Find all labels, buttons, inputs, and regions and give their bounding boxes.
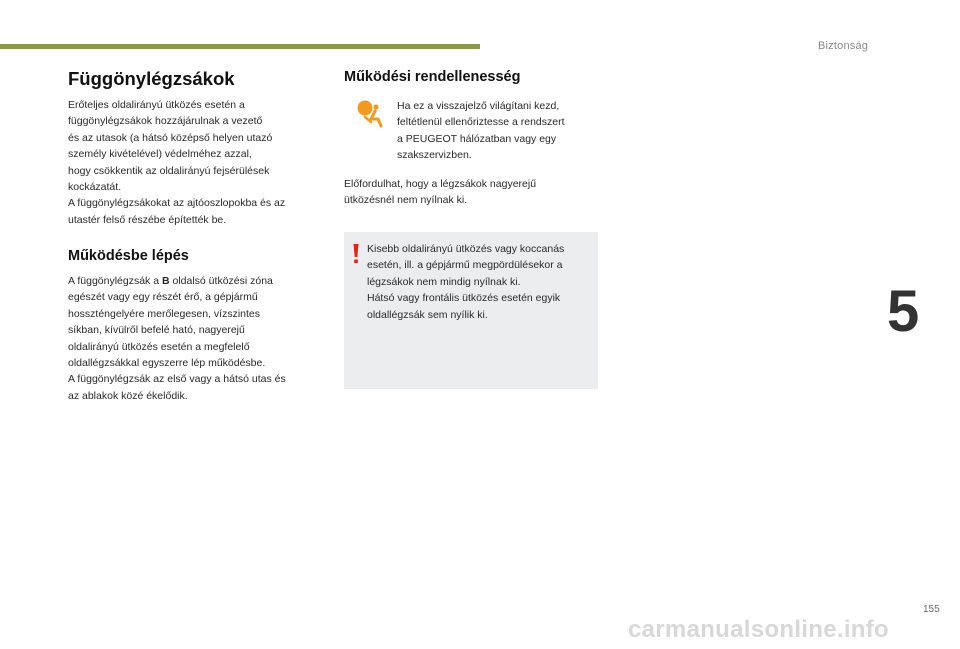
note-paragraph [344,176,536,209]
intro-line: utastér felső részébe építették be. [68,213,227,226]
header-rule [0,44,480,49]
intro-line: hogy csökkentik az oldalirányú fejsérülések [68,164,270,177]
exclamation-icon [350,243,362,265]
section-label: Biztonság [818,40,869,52]
activation-line: hosszténgelyére merőlegesen, vízszintes [68,307,261,320]
page-title: Függönylégzsákok [68,68,235,89]
activation-line-prefix: A függönylégzsák a [68,275,162,287]
activation-line: síkban, kívülről befelé ható, nagyerejű [68,324,245,337]
intro-paragraph [68,97,285,228]
intro-line: Erőteljes oldalirányú ütközés esetén a [68,99,245,111]
indicator-line: szakszervizben. [397,149,472,162]
activation-heading: Működésbe lépés [68,248,189,264]
activation-line: oldallégzsákkal egyszerre lép működésbe. [68,357,266,370]
warning-line: Hátsó vagy frontális ütközés esetén egyik [367,292,561,305]
activation-line [68,273,286,289]
indicator-paragraph [397,98,565,164]
intro-line: A függönylégzsákokat az ajtóoszlopokba és az [68,197,286,210]
warning-line: oldallégzsák sem nyílik ki. [367,308,488,321]
warning-line: légzsákok nem mindig nyílnak ki. [367,275,521,288]
activation-line: egészét vagy egy részét érő, a gépjármű [68,291,258,304]
airbag-warning-icon [355,100,385,130]
activation-line: oldalirányú ütközés esetén a megfelelő [68,340,250,353]
activation-line-suffix: oldalsó ütközési zóna [169,275,273,287]
intro-line: személy kivételével) védelméhez azzal, [68,148,252,161]
malfunction-heading: Működési rendellenesség [344,69,521,85]
warning-line: Kisebb oldalirányú ütközés vagy koccanás [367,243,565,255]
page-number: 155 [923,604,940,615]
note-line: ütközésnél nem nyílnak ki. [344,194,468,207]
warning-text [367,241,564,323]
note-line: Előfordulhat, hogy a légzsákok nagyerejű [344,178,537,190]
indicator-line: a PEUGEOT hálózatban vagy egy [397,132,557,145]
warning-line: esetén, ill. a gépjármű megpördülésekor a [367,259,563,272]
activation-line: az ablakok közé ékelődik. [68,389,188,402]
indicator-line: feltétlenül ellenőriztesse a rendszert [397,116,565,129]
intro-line: és az utasok (a hátsó középső helyen utazó [68,131,273,144]
activation-paragraph [68,273,286,404]
watermark: carmanualsonline.info [628,616,890,643]
indicator-line: Ha ez a visszajelző világítani kezd, [397,100,560,112]
activation-line: A függönylégzsák az első vagy a hátsó utas és [68,373,286,386]
zone-b-label: B [161,275,170,287]
intro-line: kockázatát. [68,181,122,194]
chapter-number: 5 [887,279,920,344]
intro-line: függönylégzsákok hozzájárulnak a vezető [68,115,263,128]
